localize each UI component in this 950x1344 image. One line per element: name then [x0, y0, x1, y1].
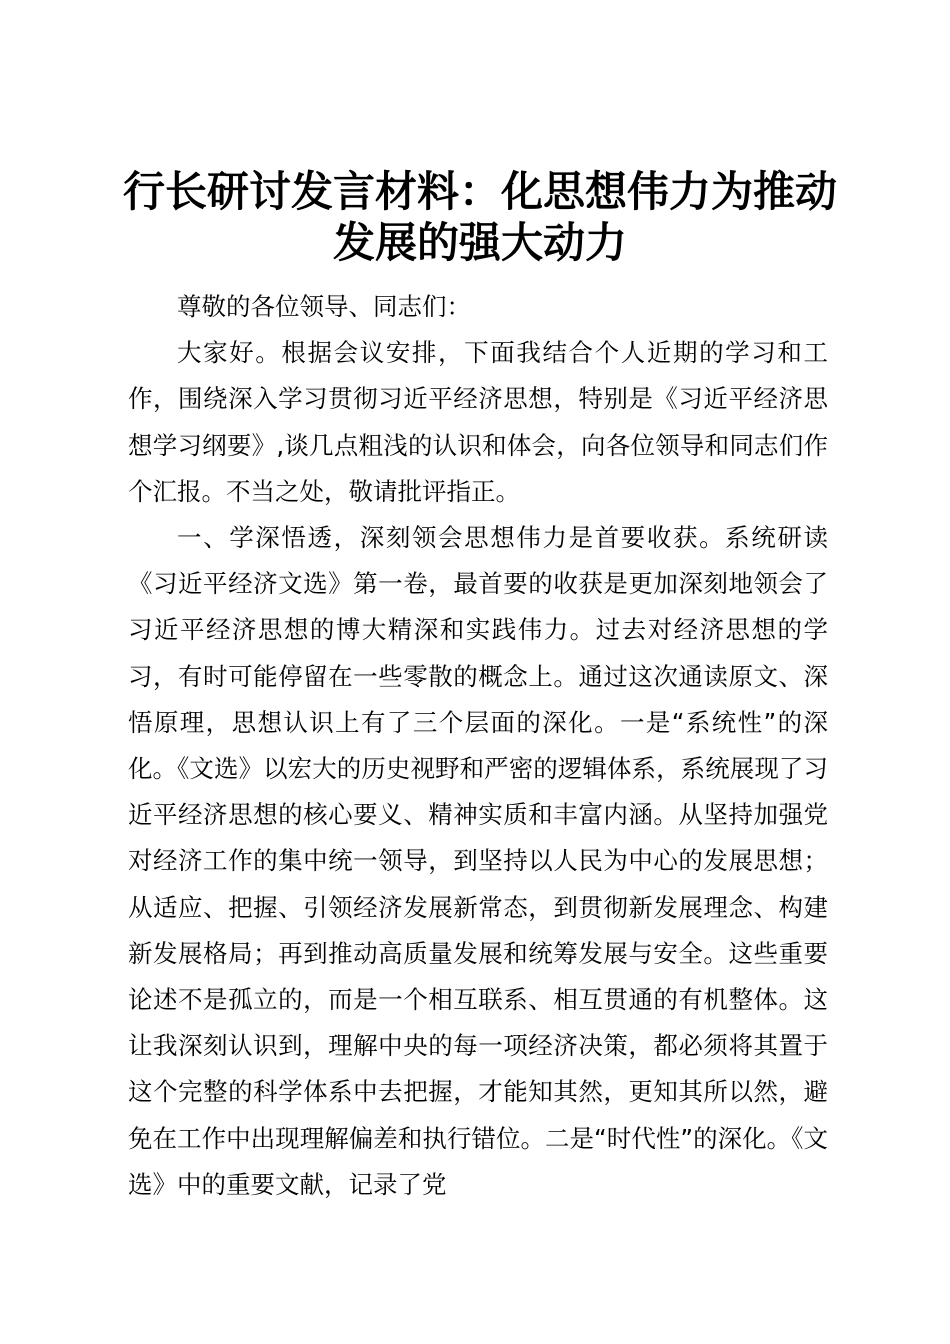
document-body — [128, 284, 828, 1208]
title-line-1: 行长研讨发言材料：化思想伟力为推动 — [122, 167, 837, 216]
document-title — [110, 166, 850, 268]
intro-paragraph: 大家好。根据会议安排，下面我结合个人近期的学习和工作，围绕深入学习贯彻习近平经济思想，特别是《习近平经济思想学习纲要》,谈几点粗浅的认识和体会，向各位领导和同志们作个汇报。不当之处，敬请批评指正。 — [128, 338, 828, 506]
salutation-paragraph: 尊敬的各位领导、同志们： — [177, 292, 471, 321]
title-line-2: 发展的强大动力 — [332, 218, 627, 267]
section-one-paragraph: 一、学深悟透，深刻领会思想伟力是首要收获。系统研读《习近平经济文选》第一卷，最首要的收获是更加深刻地领会了习近平经济思想的博大精深和实践伟力。过去对经济思想的学习，有时可能停留在一些零散的概念上。通过这次通读原文、深悟原理，思想认识上有了三个层面的深化。一是“系统性”的深化。《文选》以宏大的历史视野和严密的逻辑体系，系统展现了习近平经济思想的核心要义、精神实质和丰富内涵。从坚持加强党对经济工作的集中统一领导，到坚持以人民为中心的发展思想；从适应、把握、引领经济发展新常态，到贯彻新发展理念、构建新发展格局；再到推动高质量发展和统筹发展与安全。这些重要论述不是孤立的，而是一个相互联系、相互贯通的有机整体。这让我深刻认识到，理解中央的每一项经济决策，都必须将其置于这个完整的科学体系中去把握，才能知其然，更知其所以然，避免在工作中出现理解偏差和执行错位。二是“时代性”的深化。《文选》中的重要文献，记录了党 — [128, 523, 828, 1199]
